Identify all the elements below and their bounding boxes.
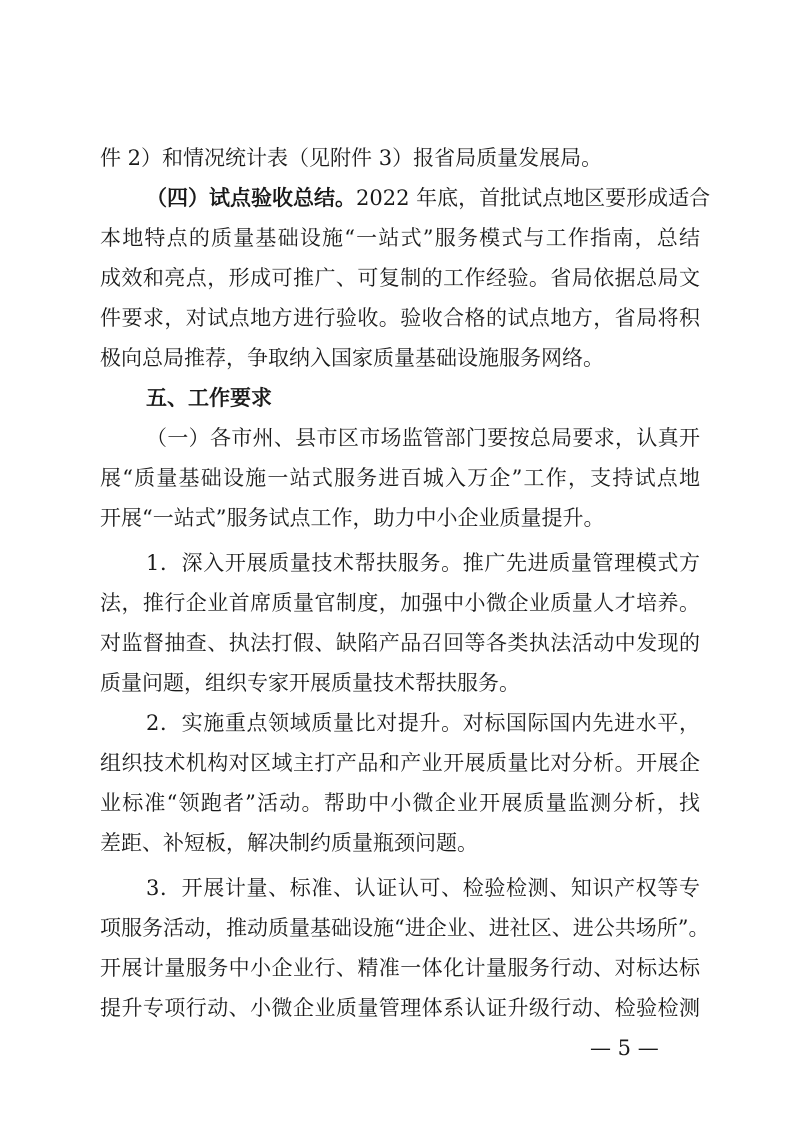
section-five-title: 五、工作要求 xyxy=(146,385,272,410)
body-line: 成效和亮点，形成可推广、可复制的工作经验。省局依据总局文 xyxy=(100,266,700,290)
body-line: 3．开展计量、标准、认证认可、检验检测、知识产权等专 xyxy=(146,876,700,900)
body-line: 法，推行企业首席质量官制度，加强中小微企业质量人才培养。 xyxy=(100,591,700,615)
body-line: 1．深入开展质量技术帮扶服务。推广先进质量管理模式方 xyxy=(146,551,700,575)
body-line: （一）各市州、县市区市场监管部门要按总局要求，认真开 xyxy=(146,426,700,450)
body-line: 质量问题，组织专家开展质量技术帮扶服务。 xyxy=(100,671,520,695)
body-line: 差距、补短板，解决制约质量瓶颈问题。 xyxy=(100,831,478,855)
body-line: 对监督抽查、执法打假、缺陷产品召回等各类执法活动中发现的 xyxy=(100,631,700,655)
body-line: 开展计量服务中小企业行、精准一体化计量服务行动、对标达标 xyxy=(100,956,700,980)
body-line: 件要求，对试点地方进行验收。验收合格的试点地方，省局将积 xyxy=(100,306,700,330)
body-line: 本地特点的质量基础设施“一站式”服务模式与工作指南，总结 xyxy=(100,226,700,250)
subheading-four: （四）试点验收总结。 xyxy=(146,185,356,210)
body-line: 极向总局推荐，争取纳入国家质量基础设施服务网络。 xyxy=(100,346,604,370)
paragraph-line xyxy=(146,178,711,218)
body-line: 提升专项行动、小微企业质量管理体系认证升级行动、检验检测 xyxy=(100,996,700,1020)
body-line: 展“质量基础设施一站式服务进百城入万企”工作，支持试点地 xyxy=(100,466,700,490)
body-line: 开展“一站式”服务试点工作，助力中小企业质量提升。 xyxy=(100,506,605,530)
body-line: 件 2）和情况统计表（见附件 3）报省局质量发展局。 xyxy=(100,146,603,170)
page-number: — 5 — xyxy=(590,1036,659,1060)
body-text: 2022 年底，首批试点地区要形成适合 xyxy=(356,186,711,210)
body-line: 业标准“领跑者”活动。帮助中小微企业开展质量监测分析，找 xyxy=(100,791,700,815)
body-line: 组织技术机构对区域主打产品和产业开展质量比对分析。开展企 xyxy=(100,751,700,775)
body-line: 项服务活动，推动质量基础设施“进企业、进社区、进公共场所”。 xyxy=(100,916,710,940)
body-line: 2．实施重点领域质量比对提升。对标国际国内先进水平， xyxy=(146,711,700,735)
